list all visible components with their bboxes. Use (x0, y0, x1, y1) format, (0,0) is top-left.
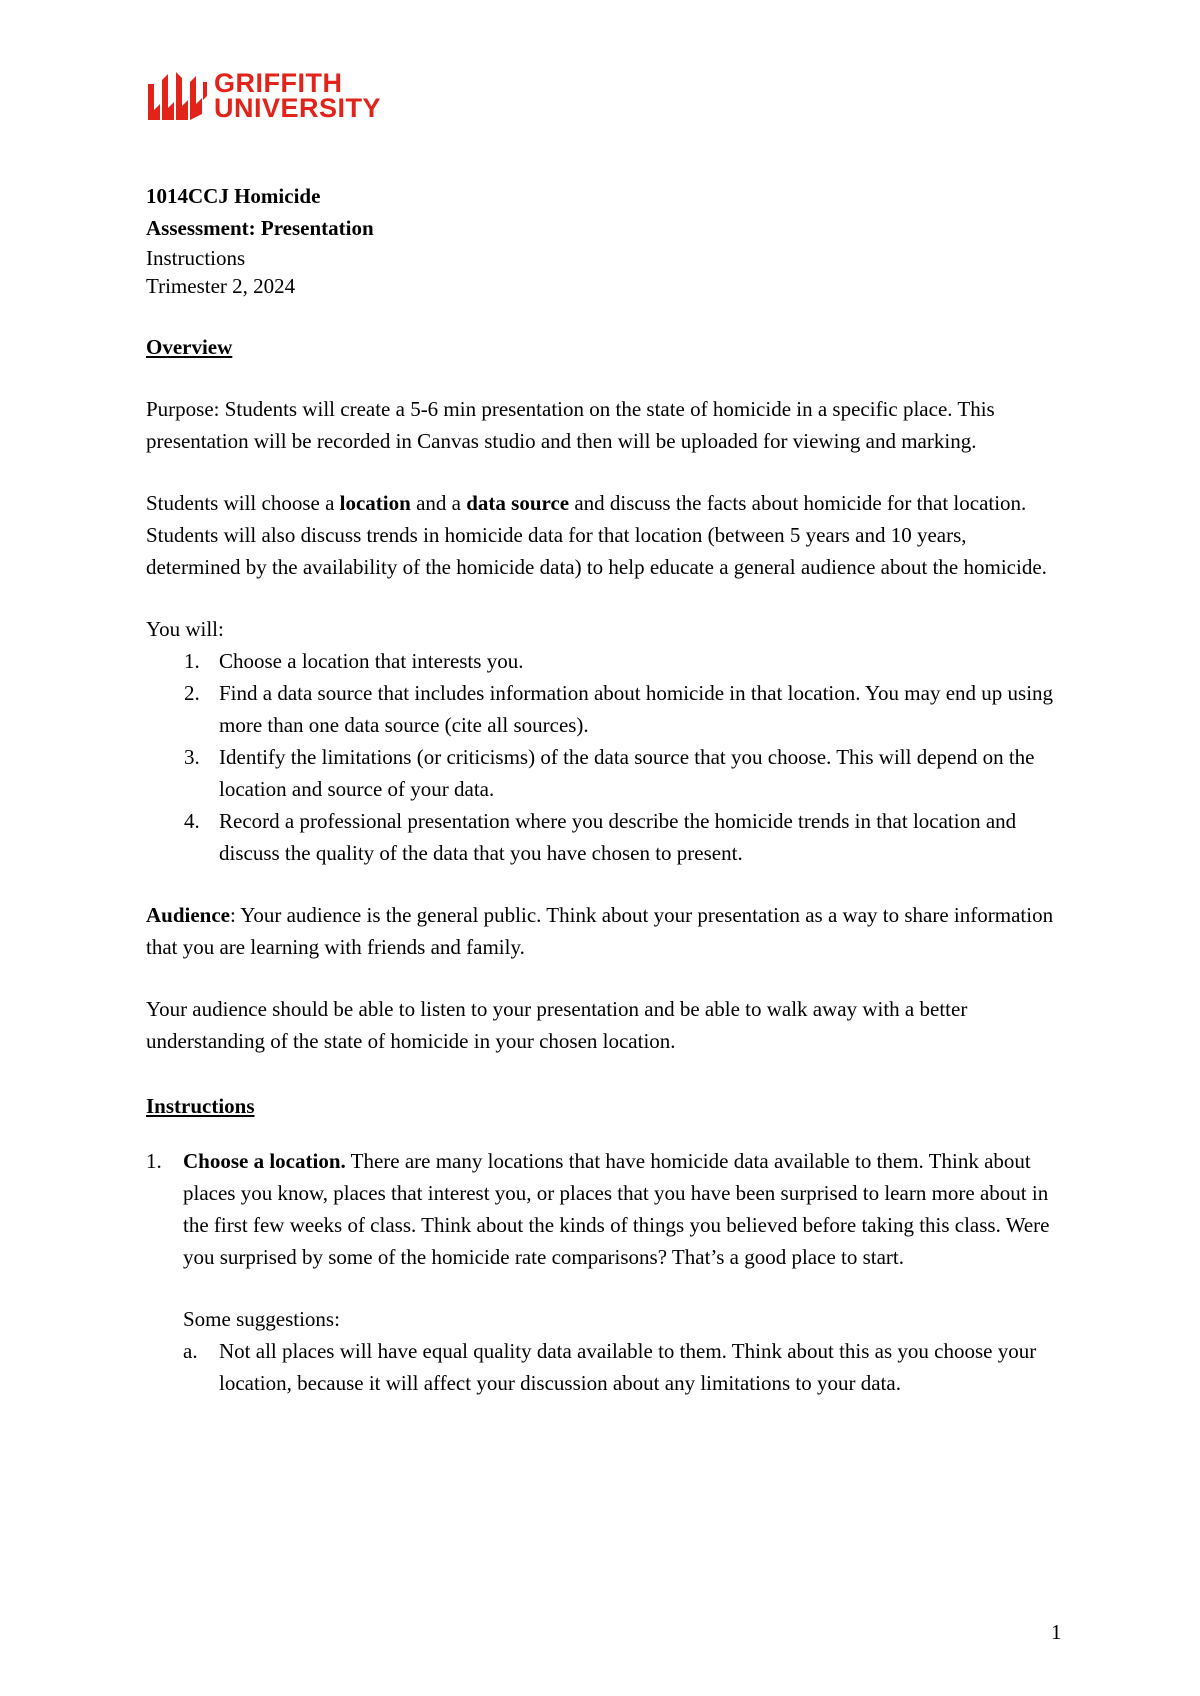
griffith-logo-icon (146, 70, 208, 122)
list-item (146, 645, 1066, 677)
choose-text-2: and a (410, 491, 467, 515)
list-letter: a. (183, 1339, 198, 1363)
logo-line-2: UNIVERSITY (214, 93, 382, 123)
list-item (146, 677, 1066, 741)
list-text: Identify the limitations (or criticisms) of the data source that you choose. This will depend on the location and source of your data. (219, 745, 1035, 801)
you-will-label: You will: (146, 617, 224, 641)
list-number: 1. (184, 649, 200, 673)
steps-list (146, 645, 1066, 869)
list-item (146, 805, 1066, 869)
purpose-paragraph: Purpose: Students will create a 5-6 min presentation on the state of homicide in a specific place. This presentation will be recorded in Canvas studio and then will be uploaded for viewing and marking. (146, 397, 995, 453)
list-number: 4. (184, 809, 200, 833)
audience-goal-paragraph: Your audience should be able to listen to your presentation and be able to walk away with a better understanding of the state of homicide in your chosen location. (146, 997, 968, 1053)
location-term: location (339, 491, 411, 515)
choose-paragraph (146, 487, 1066, 583)
logo-line-1: GRIFFITH (214, 68, 343, 98)
list-item (146, 1335, 1066, 1399)
page-number: 1 (1051, 1620, 1062, 1644)
list-text: Not all places will have equal quality data available to them. Think about this as you choose your location, because it will affect your discussion about any limitations to your data. (219, 1339, 1037, 1395)
overview-heading: Overview (146, 335, 233, 359)
assessment-title: Assessment: Presentation (146, 216, 374, 240)
list-item (146, 1145, 1066, 1335)
course-title: 1014CCJ Homicide (146, 184, 321, 208)
audience-label: Audience (146, 903, 230, 927)
griffith-university-logo (146, 70, 381, 122)
choose-text-1: Students will choose a (146, 491, 340, 515)
instructions-heading: Instructions (146, 1094, 255, 1118)
audience-paragraph (146, 899, 1066, 963)
suggestions-label: Some suggestions: (183, 1307, 340, 1331)
list-number: 2. (184, 681, 200, 705)
list-number: 1. (146, 1149, 162, 1173)
list-text: Record a professional presentation where you describe the homicide trends in that location and discuss the quality of the data that you have chosen to present. (219, 809, 1017, 865)
list-text: There are many locations that have homicide data available to them. Think about places you know, places that interest you, or places that you have been surprised to learn more about in the first few weeks of class. Think about the kinds of things you believed before taking this class. Were you surprised by some of the homicide rate comparisons? That’s a good place to start. (183, 1149, 1050, 1269)
choose-text-3: and discuss the facts about homicide for that location. Students will also discuss trends in homicide data for that location (between 5 years and 10 years, determined by the availability of the homicide data) to help educate a general audience about the homicide. (146, 491, 1047, 579)
document-type: Instructions (146, 246, 246, 270)
audience-text: : Your audience is the general public. Think about your presentation as a way to share information that you are learning with friends and family. (146, 903, 1054, 959)
list-item (146, 741, 1066, 805)
choose-location-label: Choose a location. (183, 1149, 346, 1173)
instructions-list (146, 1145, 1066, 1335)
document-body (146, 180, 1066, 1399)
list-text: Find a data source that includes information about homicide in that location. You may end up using more than one data source (cite all sources). (219, 681, 1054, 737)
data-source-term: data source (466, 491, 570, 515)
suggestions-list (146, 1335, 1066, 1399)
list-number: 3. (184, 745, 200, 769)
term-label: Trimester 2, 2024 (146, 274, 296, 298)
logo-wordmark (214, 68, 382, 123)
list-text: Choose a location that interests you. (219, 649, 524, 673)
